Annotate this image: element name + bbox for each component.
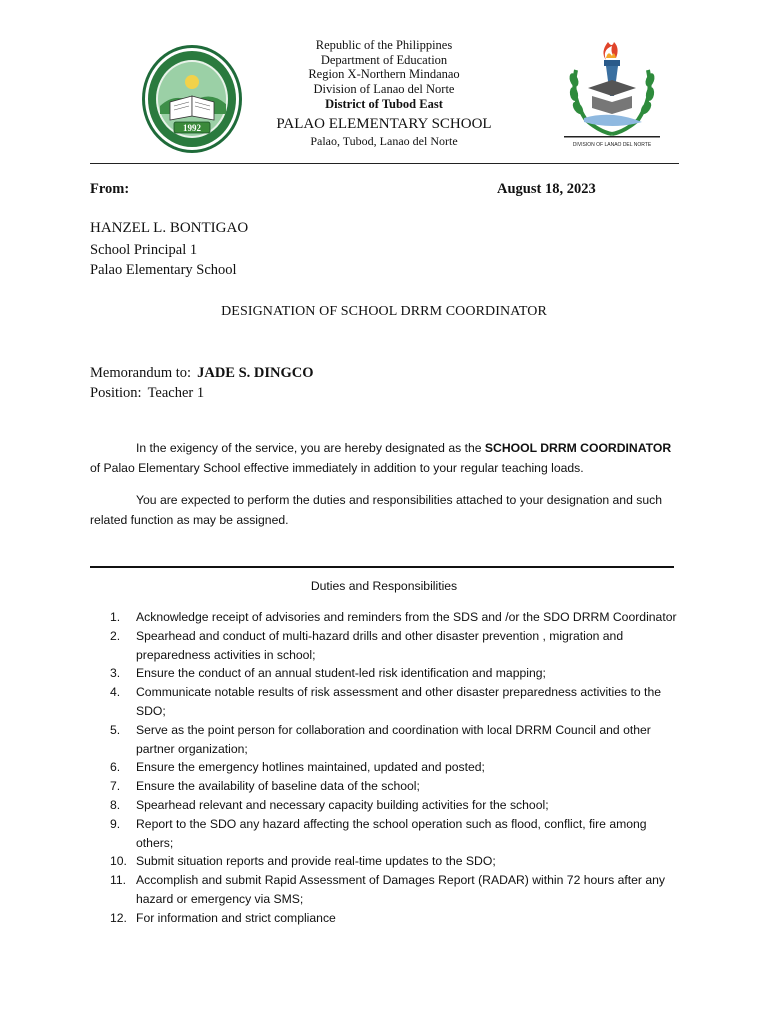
para1-end: of Palao Elementary School effective immediately in addition to your regular teaching loads. (90, 461, 584, 475)
duty-number: 2. (110, 628, 121, 643)
memo-date: August 18, 2023 (497, 181, 596, 197)
position-value: Teacher 1 (147, 385, 205, 401)
recipient-position (90, 385, 204, 402)
duty-number: 3. (110, 666, 121, 681)
duty-number: 9. (110, 816, 121, 831)
duty-text: Submit situation reports and provide real-time updates to the SDO; (136, 854, 496, 869)
duty-item (110, 871, 680, 909)
sender-name: HANZEL L. BONTIGAO (90, 220, 249, 236)
letterhead-line: Region X-Northern Mindanao (308, 67, 460, 82)
duty-number: 1. (110, 610, 121, 624)
duty-item (110, 664, 680, 683)
duty-text: Serve as the point person for collaboration and coordination with local DRRM Council and other partner organization; (136, 722, 651, 756)
duty-text: For information and strict compliance (136, 910, 336, 925)
duty-number: 12. (110, 910, 127, 925)
recipient-name: JADE S. DINGCO (197, 365, 314, 381)
memo-to-label: Memorandum to: (90, 365, 192, 381)
duty-item (110, 777, 680, 796)
svg-text:1992: 1992 (183, 123, 201, 133)
duties-list (110, 608, 680, 928)
sender-school: Palao Elementary School (90, 262, 237, 278)
duty-number: 4. (110, 685, 121, 700)
section-divider (90, 566, 674, 568)
letterhead-line: Department of Education (320, 52, 448, 67)
duty-item (110, 683, 680, 721)
duty-item (110, 608, 680, 627)
letterhead-district: District of Tubod East (325, 96, 443, 111)
duty-number: 11. (110, 873, 127, 888)
letterhead (200, 38, 568, 149)
duty-item (110, 909, 680, 928)
header-divider (90, 163, 679, 164)
para1-start: In the exigency of the service, you are hereby designated as the (136, 441, 485, 455)
duty-item (110, 721, 680, 759)
division-seal-caption: DIVISION OF LANAO DEL NORTE (572, 142, 652, 148)
duty-text: Communicate notable results of risk assessment and other disaster preparedness activities to the SDO; (136, 685, 661, 718)
designation-paragraph (90, 438, 680, 478)
duty-text: Spearhead relevant and necessary capacity building activities for the school; (136, 797, 549, 812)
duty-number: 5. (110, 722, 121, 737)
duty-text: Report to the SDO any hazard affecting the school operation such as flood, conflict, fire among others; (136, 816, 647, 850)
duty-number: 8. (110, 797, 121, 812)
memo-subject: DESIGNATION OF SCHOOL DRRM COORDINATOR (221, 304, 547, 319)
expectation-paragraph (90, 490, 680, 530)
duty-item (110, 627, 680, 665)
duty-text: Accomplish and submit Rapid Assessment of Damages Report (RADAR) within 72 hours after any hazard or emergency via SMS; (136, 873, 666, 906)
duty-text: Ensure the availability of baseline data of the school; (136, 779, 420, 794)
para2-text: You are expected to perform the duties and responsibilities attached to your designation and such related function as may be assigned. (90, 493, 662, 527)
duty-item (110, 815, 680, 853)
duty-text: Acknowledge receipt of advisories and reminders from the SDS and /or the SDO DRRM Coordinator (136, 610, 677, 624)
letterhead-line: Division of Lanao del Norte (313, 82, 455, 97)
duty-number: 6. (110, 760, 121, 775)
from-label: From: (90, 181, 130, 197)
position-label: Position: (90, 385, 142, 401)
duty-item (110, 852, 680, 871)
duties-heading: Duties and Responsibilities (310, 579, 458, 593)
memo-recipient (90, 365, 314, 382)
sender-title: School Principal 1 (90, 242, 198, 258)
duty-item (110, 758, 680, 777)
division-seal-logo (556, 36, 668, 154)
duty-text: Spearhead and conduct of multi-hazard drills and other disaster prevention , migration and preparedness activities in school; (136, 628, 624, 662)
letterhead-line: Republic of the Philippines (315, 38, 453, 52)
letterhead-school-name: PALAO ELEMENTARY SCHOOL (276, 115, 492, 132)
duty-number: 10. (110, 854, 127, 869)
duty-item (110, 796, 680, 815)
letterhead-address: Palao, Tubod, Lanao del Norte (310, 133, 458, 148)
duty-text: Ensure the emergency hotlines maintained, updated and posted; (136, 760, 485, 775)
para1-bold: SCHOOL DRRM COORDINATOR (484, 441, 672, 455)
duty-number: 7. (110, 779, 121, 794)
duty-text: Ensure the conduct of an annual student-led risk identification and mapping; (136, 666, 546, 681)
